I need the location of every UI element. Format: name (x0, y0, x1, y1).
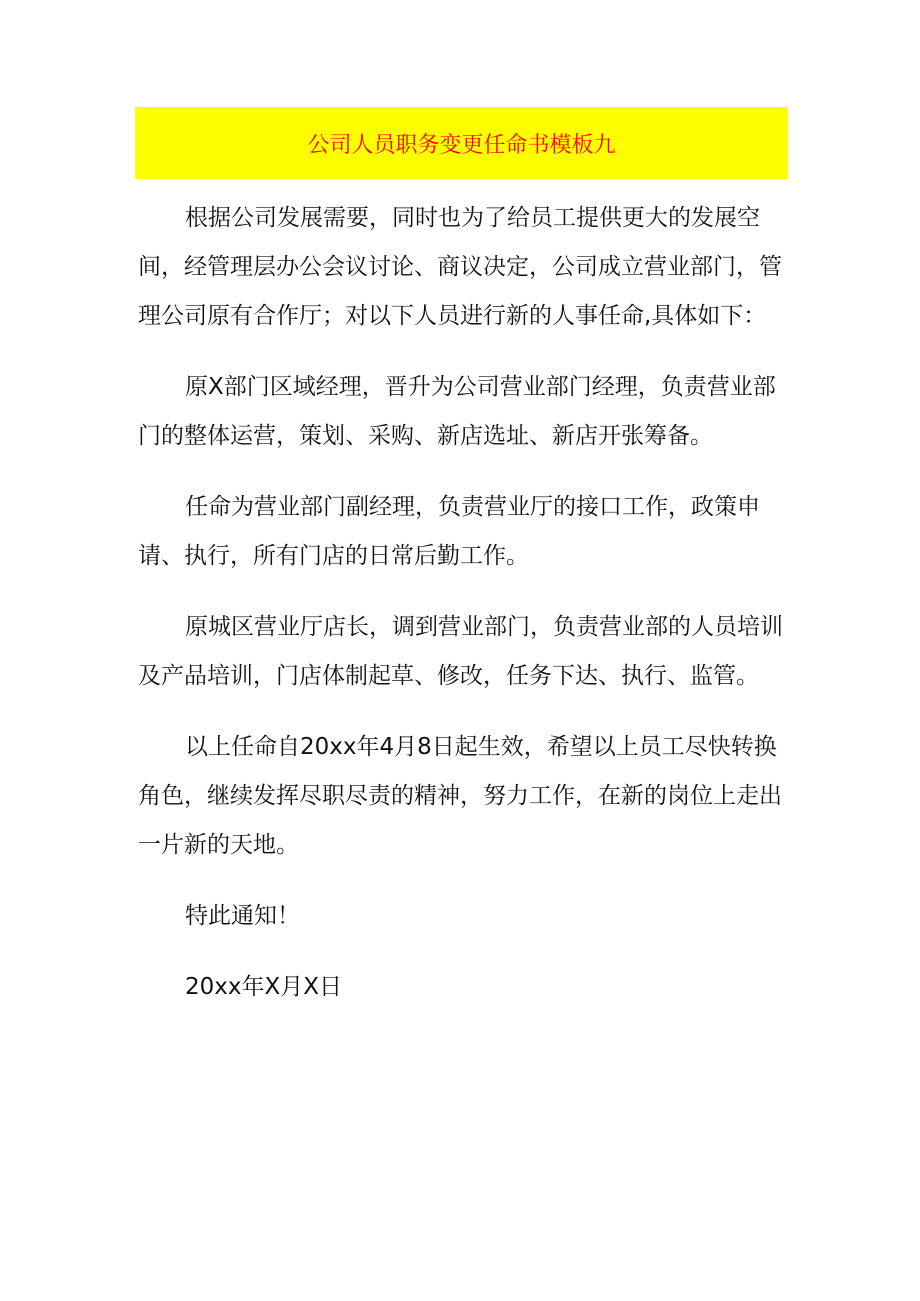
paragraph-appointment-2: 任命为营业部门副经理，负责营业厅的接口工作，政策申请、执行，所有门店的日常后勤工作。 (138, 494, 760, 569)
title-banner (135, 107, 788, 179)
paragraph-notice: 特此通知！ (185, 903, 300, 929)
paragraph-appointment-3: 原城区营业厅店长，调到营业部门，负责营业部的人员培训及产品培训，门店体制起草、修改，任务下达、执行、监管。 (138, 614, 783, 689)
document-title: 公司人员职务变更任命书模板九 (307, 132, 616, 158)
paragraph-effective-date: 以上任命自20xx年4月8日起生效，希望以上员工尽快转换角色，继续发挥尽职尽责的精神，努力工作，在新的岗位上走出一片新的天地。 (138, 734, 782, 858)
paragraph-appointment-1: 原X部门区域经理，晋升为公司营业部门经理，负责营业部门的整体运营，策划、采购、新店选址、新店开张筹备。 (138, 374, 776, 449)
paragraph-date: 20xx年X月X日 (185, 974, 343, 1000)
document-body (138, 194, 788, 1034)
paragraph-intro: 根据公司发展需要，同时也为了给员工提供更大的发展空间，经管理层办公会议讨论、商议决定，公司成立营业部门，管理公司原有合作厅；对以下人员进行新的人事任命,具体如下： (138, 205, 782, 329)
